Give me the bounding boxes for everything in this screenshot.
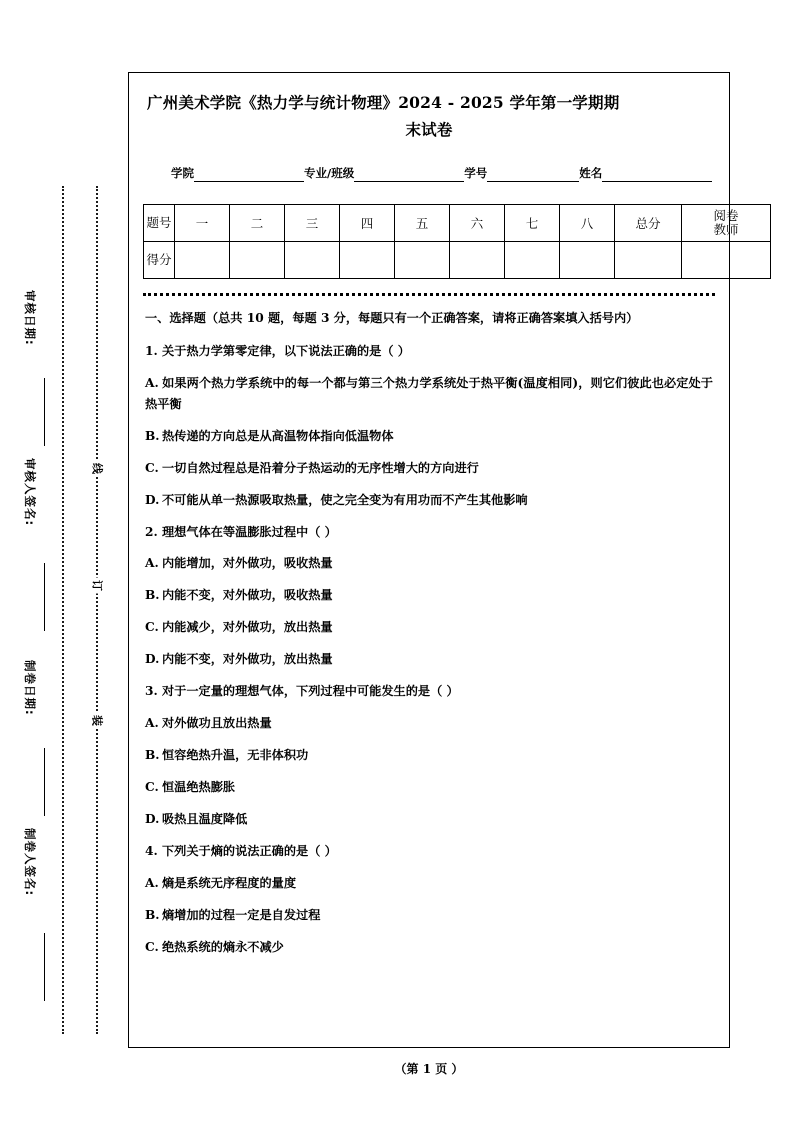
question-4-option-b-letter: B.	[145, 907, 160, 922]
marking-teacher-line1: 阅卷	[713, 208, 739, 224]
page-number-label: （第 1 页 ）	[394, 1062, 464, 1076]
score-cell-teacher[interactable]	[682, 242, 771, 279]
question-4-option-c[interactable]	[145, 937, 713, 958]
field-major-class	[304, 165, 464, 182]
question-1-option-a-text: 如果两个热力学系统中的每一个都与第三个热力学系统处于热平衡(温度相同)，则它们彼此也必定处于热平衡	[145, 375, 713, 411]
seal-char-ding: 订	[89, 578, 106, 594]
question-4-option-b-text: 熵增加的过程一定是自发过程	[162, 907, 321, 922]
col-header-5: 五	[395, 205, 450, 242]
question-3-option-c[interactable]	[145, 777, 713, 798]
question-1-option-b-letter: B.	[145, 428, 160, 443]
question-2-option-b[interactable]	[145, 585, 713, 606]
question-1-option-a-letter: A.	[145, 375, 159, 390]
question-2-text: 理想气体在等温膨胀过程中（ ）	[162, 524, 337, 539]
question-3-text: 对于一定量的理想气体，下列过程中可能发生的是（ ）	[162, 684, 459, 699]
score-cell-5[interactable]	[395, 242, 450, 279]
score-cell-1[interactable]	[175, 242, 230, 279]
question-2-option-b-letter: B.	[145, 588, 160, 603]
score-cell-total[interactable]	[615, 242, 682, 279]
marking-teacher-line2: 教师	[713, 222, 739, 238]
question-4-text: 下列关于熵的说法正确的是（ ）	[162, 843, 337, 858]
exam-body	[145, 308, 713, 957]
margin-rule-1	[44, 378, 45, 446]
question-2-option-c-letter: C.	[145, 620, 159, 635]
score-table	[143, 204, 771, 279]
exam-title-line2: 末试卷	[405, 120, 453, 140]
margin-rule-3	[44, 748, 45, 816]
margin-rule-2	[44, 563, 45, 631]
margin-rule-4	[44, 933, 45, 1001]
question-4-option-b[interactable]	[145, 905, 713, 926]
question-3-option-d-letter: D.	[145, 811, 160, 826]
question-2-option-a[interactable]	[145, 553, 713, 574]
row-header-question-number-text: 题号	[146, 215, 172, 231]
col-header-3: 三	[285, 205, 340, 242]
question-4-option-a[interactable]	[145, 873, 713, 894]
question-1-option-d-letter: D.	[145, 492, 160, 507]
field-college	[171, 165, 304, 182]
question-3-stem	[145, 681, 713, 702]
question-4-option-c-text: 绝热系统的熵永不减少	[162, 939, 284, 954]
col-header-1: 一	[175, 205, 230, 242]
question-3-option-c-text: 恒温绝热膨胀	[162, 780, 236, 794]
question-4-option-a-text: 熵是系统无序程度的量度	[162, 875, 297, 890]
field-name-label: 姓名	[579, 166, 603, 181]
student-info-line	[171, 165, 705, 182]
table-row-question-numbers	[144, 205, 771, 242]
field-major-class-input[interactable]	[354, 168, 464, 182]
margin-label-make-date: 制卷日期:	[23, 660, 37, 716]
question-4-option-a-letter: A.	[145, 875, 159, 890]
score-cell-4[interactable]	[340, 242, 395, 279]
question-1-option-c-text: 一切自然过程总是沿着分子热运动的无序性增大的方向进行	[162, 460, 479, 475]
col-header-total: 总分	[615, 205, 682, 242]
question-1-text: 关于热力学第零定律，以下说法正确的是（ ）	[162, 343, 410, 358]
question-3-option-d-text: 吸热且温度降低	[162, 811, 248, 826]
score-cell-8[interactable]	[560, 242, 615, 279]
question-1-option-b[interactable]	[145, 426, 713, 447]
question-4-stem	[145, 841, 713, 862]
question-2-option-d-letter: D.	[145, 652, 160, 667]
question-1-option-a[interactable]	[145, 373, 713, 415]
question-3-number: 3.	[145, 684, 158, 699]
question-2-option-c-text: 内能减少，对外做功，放出热量	[162, 620, 333, 635]
seal-char-xian: 线	[89, 461, 106, 477]
field-college-label: 学院	[171, 166, 194, 181]
seal-line-outer	[62, 186, 64, 1034]
field-student-id-label: 学号	[464, 166, 488, 181]
score-cell-2[interactable]	[230, 242, 285, 279]
score-cell-7[interactable]	[505, 242, 560, 279]
question-1-option-b-text: 热传递的方向总是从高温物体指向低温物体	[162, 428, 394, 443]
margin-label-reviewer-signature: 审核人签名:	[23, 458, 37, 527]
section-heading-multiple-choice: 一、选择题（总共 10 题，每题 3 分，每题只有一个正确答案，请将正确答案填入括号内）	[145, 311, 639, 326]
question-2-option-d-text: 内能不变，对外做功，放出热量	[162, 652, 333, 667]
col-header-6: 六	[450, 205, 505, 242]
exam-title	[147, 89, 711, 143]
question-2-number: 2.	[145, 524, 158, 539]
col-header-2: 二	[230, 205, 285, 242]
col-header-4: 四	[340, 205, 395, 242]
question-1-number: 1.	[145, 343, 158, 358]
question-2-option-a-letter: A.	[145, 556, 159, 571]
row-header-question-number	[144, 205, 175, 242]
score-cell-6[interactable]	[450, 242, 505, 279]
question-3-option-b-text: 恒容绝热升温，无非体积功	[162, 748, 309, 763]
col-header-8: 八	[560, 205, 615, 242]
question-3-option-b-letter: B.	[145, 748, 160, 763]
margin-label-review-date: 审核日期:	[23, 290, 37, 346]
question-4-option-c-letter: C.	[145, 939, 159, 954]
question-3-option-a-letter: A.	[145, 716, 159, 731]
seal-line-inner	[96, 186, 98, 1034]
question-1-option-c-letter: C.	[145, 460, 159, 475]
field-student-id	[464, 165, 579, 182]
question-3-option-d[interactable]	[145, 809, 713, 830]
question-3-option-c-letter: C.	[145, 780, 159, 794]
col-header-7: 七	[505, 205, 560, 242]
col-header-marking-teacher	[682, 205, 771, 242]
question-2-option-b-text: 内能不变，对外做功，吸收热量	[162, 588, 333, 603]
question-1-option-d-text: 不可能从单一热源吸取热量，使之完全变为有用功而不产生其他影响	[162, 492, 528, 507]
field-name	[579, 165, 712, 182]
question-1-option-d[interactable]	[145, 490, 713, 511]
question-2-stem	[145, 522, 713, 543]
exam-title-line1: 广州美术学院《热力学与统计物理》2024 - 2025 学年第一学期期	[147, 93, 620, 112]
field-name-input[interactable]	[602, 168, 712, 182]
table-row-scores	[144, 242, 771, 279]
question-3-option-a[interactable]	[145, 713, 713, 734]
dotted-separator	[143, 293, 715, 296]
field-major-class-label: 专业/班级	[304, 166, 355, 181]
question-1-stem	[145, 341, 713, 362]
question-3-option-b[interactable]	[145, 745, 713, 766]
question-2-option-d[interactable]	[145, 649, 713, 670]
left-margin-seal-area	[0, 0, 128, 1122]
page-footer	[128, 1060, 730, 1077]
question-3-option-a-text: 对外做功且放出热量	[162, 716, 272, 731]
exam-paper-frame	[128, 72, 739, 1048]
question-4-number: 4.	[145, 843, 158, 858]
row-header-score-text: 得分	[146, 252, 172, 268]
question-2-option-a-text: 内能增加，对外做功，吸收热量	[162, 556, 333, 571]
row-header-score	[144, 242, 175, 279]
question-1-option-c[interactable]	[145, 458, 713, 479]
field-student-id-input[interactable]	[487, 168, 579, 182]
margin-label-maker-signature: 制卷人签名:	[23, 828, 37, 897]
score-cell-3[interactable]	[285, 242, 340, 279]
question-2-option-c[interactable]	[145, 617, 713, 638]
seal-char-zhuang: 装	[89, 713, 106, 729]
field-college-input[interactable]	[194, 168, 304, 182]
